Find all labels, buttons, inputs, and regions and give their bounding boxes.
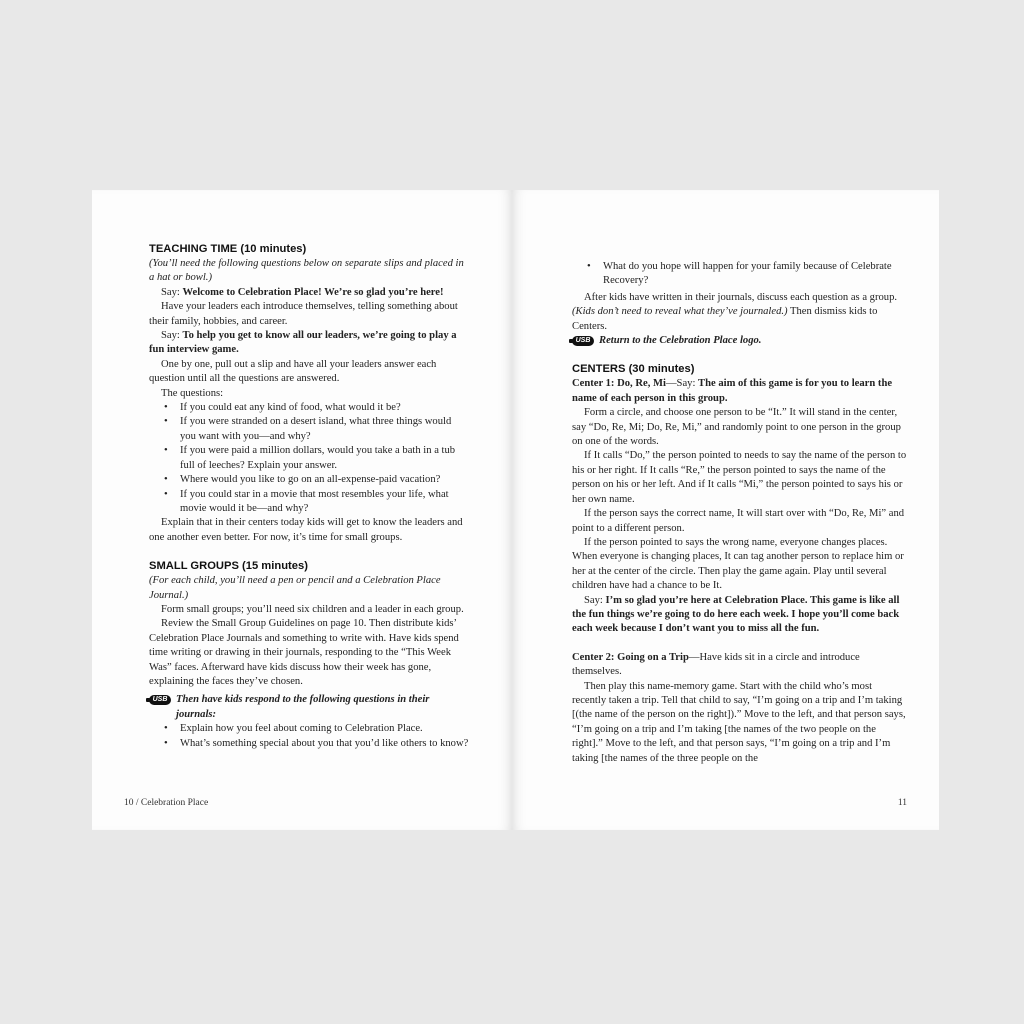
name-memory-paragraph: Then play this name-memory game. Start with the child who’s most recently taken a trip. Tell that child to say, “I’m going on a trip and I’m taking [(the name of the person on the right]).” Move to the left, and that person says, “I’m going on a trip and I’m taking [the names of the two people on the right].” Move to the left, and that person says, “I’m going on a trip and I’m taking [the names of the three people on the bbox=[572, 680, 906, 764]
teaching-note: (You’ll need the following questions below on separate slips and placed in a hat or bowl.) bbox=[149, 258, 464, 284]
usb-instruction bbox=[572, 334, 907, 348]
wrong-name-paragraph: If the person pointed to says the wrong name, everyone changes places. When everyone is changing places, It can tag another person to replace him or her at the center of the circle. Then play the game again. Play until several children have had a chance to be It. bbox=[572, 536, 904, 592]
page-number-right: 11 bbox=[897, 798, 907, 808]
list-item: • If you were paid a million dollars, would you take a bath in a tub full of leeches? Explain your answer. bbox=[149, 444, 469, 473]
journal-questions-list bbox=[149, 722, 469, 751]
centers-heading: CENTERS (30 minutes) bbox=[572, 363, 695, 376]
review-paragraph: Review the Small Group Guidelines on page 10. Then distribute kids’ Celebration Place Journals and something to write with. Have kids spend time writing or drawing in their journals, responding to the “This Week Was” faces. Afterward have kids discuss how their week has gone, explaining the faces they’ve chosen. bbox=[149, 618, 459, 687]
center-2-intro bbox=[572, 651, 907, 680]
center-1-intro bbox=[572, 377, 907, 406]
right-page bbox=[512, 190, 939, 830]
list-item: • Explain how you feel about coming to Celebration Place. bbox=[149, 722, 469, 736]
explain-paragraph: Explain that in their centers today kids will get to know the leaders and one another even better. For now, it’s time for small groups. bbox=[149, 517, 463, 543]
say-label: —Say: bbox=[665, 378, 699, 390]
usb-instruction-text: Return to the Celebration Place logo. bbox=[599, 335, 762, 347]
list-item: • Where would you like to go on an all-expense-paid vacation? bbox=[149, 473, 469, 487]
center-1-say-text: The aim of this game is for you to learn the name of each person in this group. bbox=[572, 378, 893, 404]
say-interview bbox=[149, 329, 469, 358]
small-groups-note: (For each child, you’ll need a pen or pencil and a Celebration Place Journal.) bbox=[149, 575, 441, 601]
say-label: Say: bbox=[161, 286, 183, 298]
center-1-title: Center 1: Do, Re, Mi bbox=[572, 378, 666, 390]
usb-icon: USB bbox=[572, 336, 594, 346]
left-page bbox=[92, 190, 512, 830]
questions-label: The questions: bbox=[161, 387, 224, 399]
small-groups-heading: SMALL GROUPS (15 minutes) bbox=[149, 560, 308, 573]
leaders-paragraph: Have your leaders each introduce themselves, telling something about their family, hobbies, and career. bbox=[149, 301, 458, 327]
form-circle-paragraph: Form a circle, and choose one person to be “It.” It will stand in the center, say “Do, Re, Mi; Do, Re, Mi,” and randomly point to one person in the group on one of the words. bbox=[572, 407, 901, 448]
list-item: • If you could star in a movie that most resembles your life, what movie would it be—and why? bbox=[149, 488, 469, 517]
teaching-time-heading: TEACHING TIME (10 minutes) bbox=[149, 243, 307, 255]
list-item: • What do you hope will happen for your family because of Celebrate Recovery? bbox=[572, 260, 907, 289]
list-item: • If you could eat any kind of food, what would it be? bbox=[149, 401, 469, 415]
center-2-title: Center 2: Going on a Trip bbox=[572, 651, 689, 663]
say-interview-text: To help you get to know all our leaders, we’re going to play a fun interview game. bbox=[149, 330, 457, 356]
say-glad-text: I’m so glad you’re here at Celebration Place. This game is like all the fun things we’re going to do here each week. I hope you’ll come back each week because I don’t want you to miss all the fun. bbox=[572, 594, 900, 635]
say-glad bbox=[572, 594, 907, 637]
one-by-one-paragraph: One by one, pull out a slip and have all your leaders answer each question until all the questions are answered. bbox=[149, 358, 437, 385]
say-label: Say: bbox=[161, 330, 183, 342]
form-groups-paragraph: Form small groups; you’ll need six children and a leader in each group. bbox=[161, 603, 464, 615]
center-2-intro-text: —Have kids sit in a circle and introduce themselves. bbox=[572, 651, 860, 678]
after-text: After kids have written in their journals, discuss each question as a group. bbox=[584, 291, 898, 303]
page-footer-left: 10 / Celebration Place bbox=[124, 798, 209, 808]
after-italic-text: (Kids don’t need to reveal what they’ve journaled.) bbox=[572, 306, 788, 318]
usb-icon: USB bbox=[149, 695, 171, 705]
list-item: • What’s something special about you that you’d like others to know? bbox=[149, 737, 469, 751]
say-welcome bbox=[149, 286, 469, 300]
if-do-paragraph: If It calls “Do,” the person pointed to needs to say the name of the person to his or her right. If It calls “Re,” the person pointed to says the name of the person on his or her left. And if It calls “Mi,” the person pointed to says his or her own name. bbox=[572, 450, 907, 505]
after-journals-paragraph bbox=[572, 291, 907, 334]
list-item: • If you were stranded on a desert island, what three things would you want with you—and why? bbox=[149, 415, 469, 444]
right-page-content bbox=[572, 260, 907, 766]
usb-instruction bbox=[149, 693, 469, 722]
say-welcome-text: Welcome to Celebration Place! We’re so glad you’re here! bbox=[182, 286, 444, 298]
left-page-content bbox=[149, 242, 469, 751]
after-text-end: Then dismiss kids to Centers. bbox=[572, 306, 878, 332]
interview-questions-list bbox=[149, 401, 469, 516]
correct-name-paragraph: If the person says the correct name, It will start over with “Do, Re, Mi” and point to a different person. bbox=[572, 508, 905, 534]
open-booklet bbox=[92, 190, 939, 830]
usb-instruction-text: Then have kids respond to the following questions in their journals: bbox=[176, 694, 430, 720]
journal-questions-continued bbox=[572, 260, 907, 289]
say-label: Say: bbox=[584, 594, 606, 606]
